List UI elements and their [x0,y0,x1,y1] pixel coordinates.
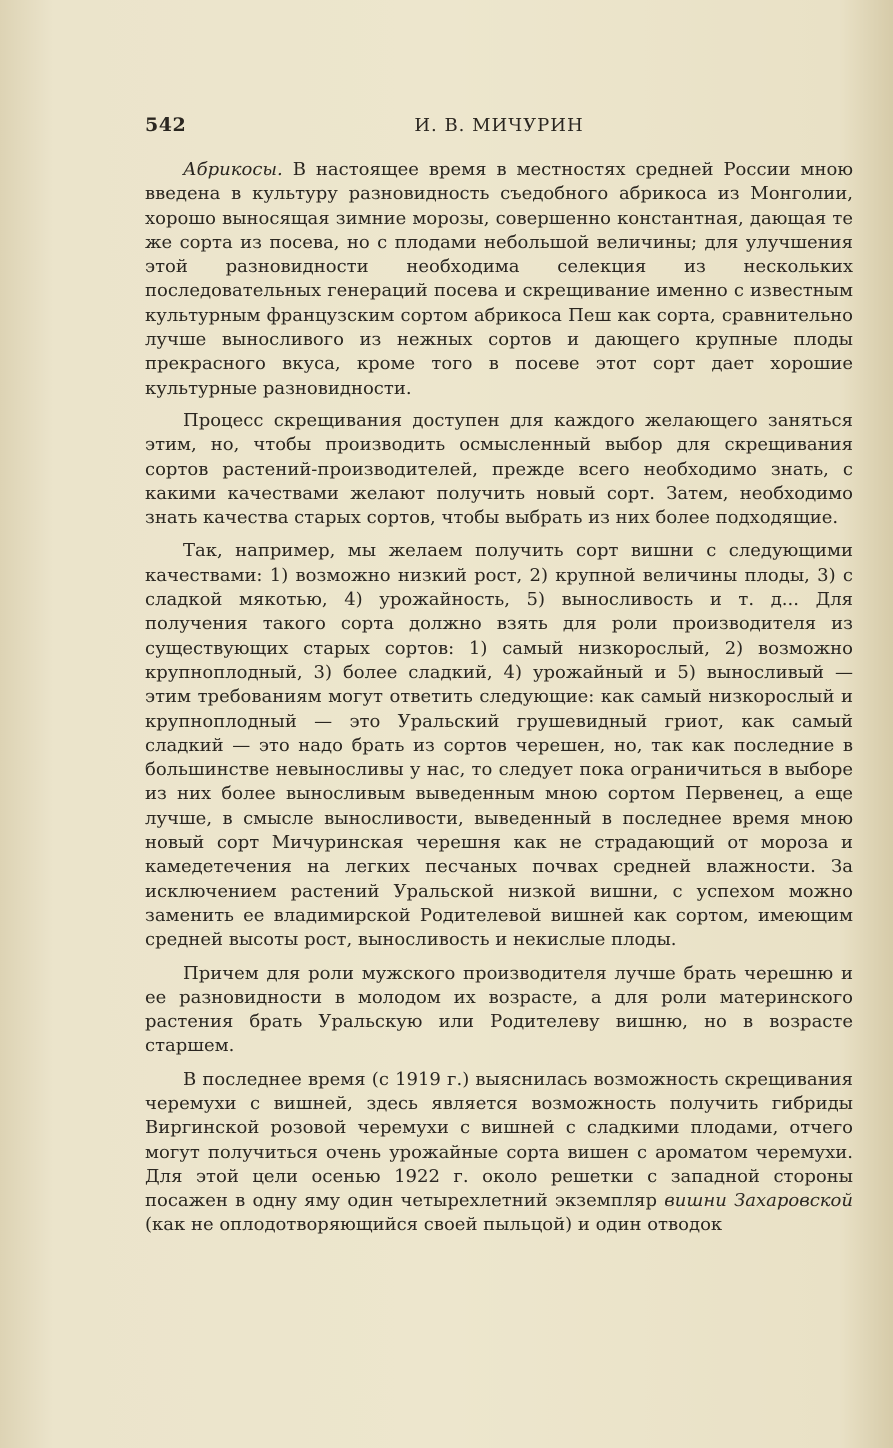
paragraph-text: Процесс скрещивания доступен для каждого желающего заняться этим, но, чтобы производить осмысленный выбор для скрещивания сортов растений-производителей, прежде всего необходимо знать, с какими качествами желают получить новый сорт. Затем, необходимо знать качества старых сортов, чтобы выбрать из них более подходящие. [145,409,853,529]
paragraph-lead-italic: Абрикосы. [183,159,283,180]
paragraph-cherry-example [145,539,853,952]
body-text [145,158,853,1247]
paragraph-text: (как не оплодотворяющийся своей пыльцой) и один отводок [145,1214,723,1236]
paragraph-apricots [145,158,853,401]
page-number: 542 [145,114,187,136]
paragraph-crossing-process [145,409,853,530]
page-header [145,114,853,142]
running-head: И. В. МИЧУРИН [414,115,584,136]
paragraph-bird-cherry [145,1068,853,1238]
paragraph-text: Так, например, мы желаем получить сорт вишни с следующими качествами: 1) возможно низкий рост, 2) крупной величины плоды, 3) с сладкой мякотью, 4) урожайность, 5) выносливость и т. д... Для получения такого сорта должно взять для роли производителя из существующих старых сортов: 1) самый низкорослый, 2) возможно крупноплодный, 3) более сладкий, 4) урожайный и 5) выносливый — этим требованиям могут ответить следующие: как самый низкорослый и крупноплодный — это Уральский грушевидный гриот, как самый сладкий — это надо брать из сортов черешен, но, так как последние в большинстве невыносливы у нас, то следует пока ограничиться в выборе из них более выносливым выведенным мною сортом Первенец, а еще лучше, в смысле выносливости, выведенный в последнее время мною новый сорт Мичуринская черешня как не страдающий от мороза и камедетечения на легких песчаных почвах средней влажности. За исключением растений Уральской низкой вишни, с успехом можно заменить ее владимирской Родителевой вишней как сортом, имеющим средней высоты рост, выносливость и некислые плоды. [145,540,853,951]
paragraph-italic-term: вишни Захаровской [664,1190,853,1212]
paragraph-text: В настоящее время в местностях средней России мною введена в культуру разновидность съедобного абрикоса из Монголии, хорошо выносящая зимние морозы, совершенно константная, дающая те же сорта из посева, но с плодами небольшой величины; для улучшения этой разновидности необходима селекция из нескольких последовательных генераций посева и скрещивание именно с известным культурным французским сортом абрикоса Пеш как сорта, сравнительно лучше выносливого из нежных сортов и дающего крупные плоды прекрасного вкуса, кроме того в посеве этот сорт дает хорошие культурные разновидности. [145,159,853,399]
paragraph-producer-roles [145,962,853,1059]
paragraph-text: В последнее время (с 1919 г.) выяснилась возможность скрещивания черемухи с вишней, здесь является возможность получить гибриды Виргинской розовой черемухи с вишней с сладкими плодами, отчего могут получиться очень урожайные сорта вишен с ароматом черемухи. Для этой цели осенью 1922 г. около решетки с западной стороны посажен в одну яму один четырехлетний экземпляр [145,1068,853,1212]
paragraph-text: Причем для роли мужского производителя лучше брать черешню и ее разновидности в молодом их возрасте, а для роли материнского растения брать Уральскую или Родителеву вишню, но в возрасте старшем. [145,962,853,1057]
